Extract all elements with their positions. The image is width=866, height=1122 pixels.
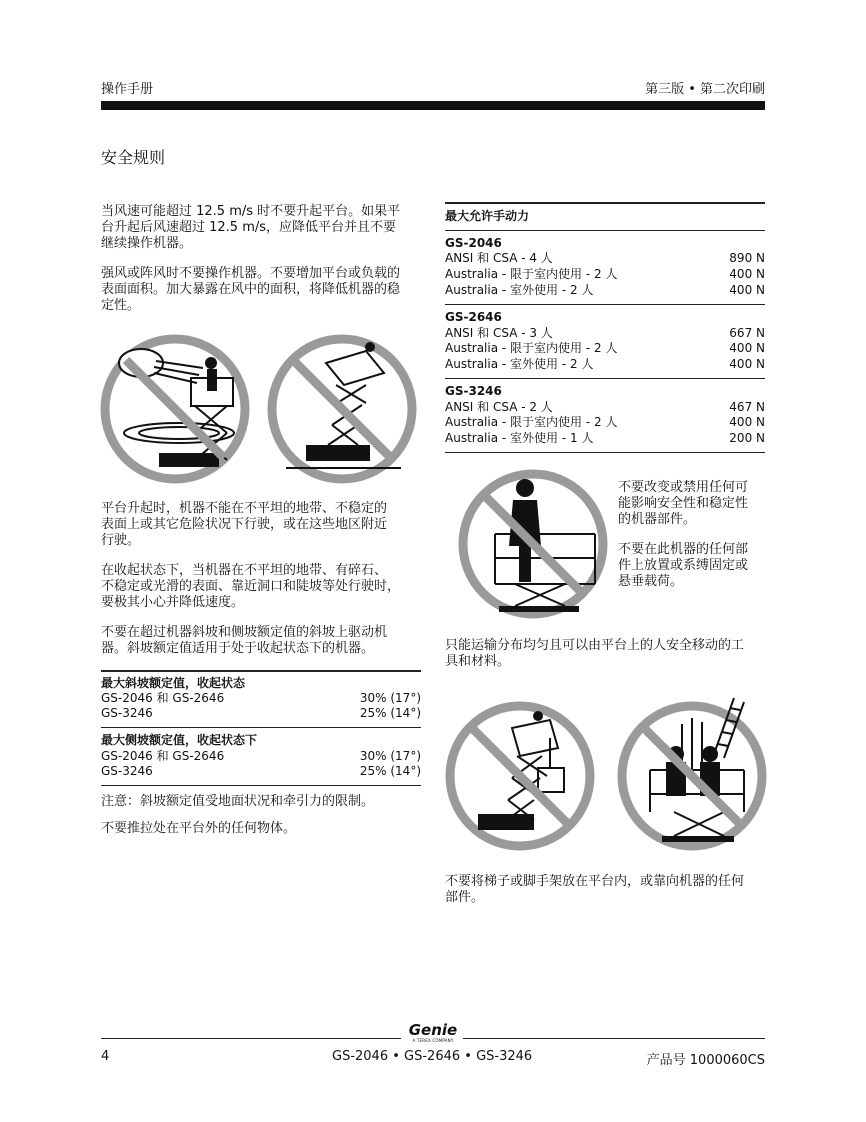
table-row [101, 764, 421, 779]
text-line: 部件。 [445, 890, 485, 905]
force-table-rule [445, 378, 765, 379]
text-line: 能影响安全性和稳定性 [618, 496, 749, 511]
text-line: 表面上或其它危险状况下行驶，或在这些地区附近 [101, 517, 388, 532]
table-row [101, 749, 421, 764]
gust-paragraph [101, 266, 421, 314]
no-hanging-load-text [618, 542, 768, 590]
row-label: ANSI 和 CSA - 3 人 [445, 326, 553, 340]
row-value: 30% (17°) [359, 691, 421, 705]
row-value: 400 N [729, 341, 765, 355]
row-label: GS-3246 [101, 706, 153, 720]
row-value: 25% (14°) [359, 764, 421, 778]
text-line: 悬垂载荷。 [618, 574, 684, 589]
logo-subtext: A TEREX COMPANY [412, 1038, 454, 1043]
logo-wordmark: Genie [408, 1021, 458, 1039]
text-line: 不稳定或光滑的表面、靠近洞口和陡坡等处行驶时， [101, 579, 401, 594]
table-title: 最大斜坡额定值，收起状态 [101, 676, 246, 690]
row-label: Australia - 限于室内使用 - 2 人 [445, 267, 618, 281]
model-name: GS-3246 [445, 384, 502, 398]
header-rule [101, 101, 765, 110]
text-line: 表面面积。加大暴露在风中的面积，将降低机器的稳 [101, 282, 401, 297]
table-row [445, 341, 765, 356]
table-row [445, 251, 765, 266]
row-value: 400 N [729, 415, 765, 429]
header-right: 第三版 • 第二次印刷 [645, 82, 765, 97]
table-row [101, 706, 421, 721]
text-line: 不要在此机器的任何部 [618, 542, 749, 557]
row-label: Australia - 限于室内使用 - 2 人 [445, 341, 618, 355]
force-table-rule [445, 230, 765, 231]
no-ladder-icon [614, 694, 769, 854]
force-table-bottom-rule [445, 452, 765, 453]
footer-models: GS-2046 • GS-2646 • GS-3246 [332, 1049, 533, 1064]
model-heading [445, 236, 765, 251]
push-pull-paragraph: 不要推拉处在平台外的任何物体。 [101, 821, 297, 836]
slope-paragraph [101, 625, 421, 657]
text-line: 继续操作机器。 [101, 236, 193, 251]
genie-logo [404, 1022, 462, 1043]
row-value: 25% (14°) [359, 706, 421, 720]
text-line: 在收起状态下，当机器在不平坦的地带、有碎石、 [101, 563, 388, 578]
page-number: 4 [101, 1049, 110, 1064]
model-heading [445, 384, 765, 399]
slope-table-title [101, 676, 421, 691]
text-line: 当风速可能超过 12.5 m/s 时不要升起平台。如果平 [101, 204, 401, 219]
text-line: 器。斜坡额定值适用于处于收起状态下的机器。 [101, 641, 375, 656]
row-label: ANSI 和 CSA - 4 人 [445, 251, 553, 265]
table-row [445, 357, 765, 372]
transport-paragraph [445, 638, 765, 670]
row-value: 30% (17°) [359, 749, 421, 763]
raised-drive-paragraph [101, 501, 421, 549]
row-label: Australia - 室外使用 - 1 人 [445, 431, 594, 445]
row-value: 400 N [729, 283, 765, 297]
no-uneven-ground-icon [266, 333, 418, 485]
text-line: 定性。 [101, 298, 141, 313]
section-title: 安全规则 [101, 148, 166, 167]
table-row [445, 415, 765, 430]
row-value: 467 N [729, 400, 765, 414]
text-line: 平台升起时，机器不能在不平坦的地带、不稳定的 [101, 501, 388, 516]
table-row [445, 326, 765, 341]
row-value: 890 N [729, 251, 765, 265]
no-hanging-load-icon [442, 698, 597, 853]
side-slope-title [101, 733, 421, 748]
no-modification-icon [455, 466, 610, 621]
text-line: 要极其小心并降低速度。 [101, 595, 245, 610]
slope-table-divider [101, 727, 421, 728]
table-row [445, 267, 765, 282]
text-line: 只能运输分布均匀且可以由平台上的人安全移动的工 [445, 638, 745, 653]
table-row [445, 431, 765, 446]
model-heading [445, 310, 765, 325]
ladder-paragraph [445, 874, 765, 906]
footer-rule-left [101, 1038, 401, 1039]
stowed-drive-paragraph [101, 563, 421, 611]
footer-rule-right [463, 1038, 765, 1039]
row-label: GS-3246 [101, 764, 153, 778]
wind-paragraph [101, 204, 421, 252]
force-table-top-rule [445, 202, 765, 204]
no-wind-operation-icon [99, 333, 251, 485]
row-label: Australia - 室外使用 - 2 人 [445, 357, 594, 371]
row-label: GS-2046 和 GS-2646 [101, 691, 225, 705]
row-label: Australia - 限于室内使用 - 2 人 [445, 415, 618, 429]
table-title: 最大允许手动力 [445, 209, 530, 223]
text-line: 件上放置或系缚固定或 [618, 558, 749, 573]
model-name: GS-2046 [445, 236, 502, 250]
text-line: 行驶。 [101, 533, 141, 548]
row-value: 400 N [729, 267, 765, 281]
text-line: 不要将梯子或脚手架放在平台内，或靠向机器的任何 [445, 874, 745, 889]
model-name: GS-2646 [445, 310, 502, 324]
row-value: 400 N [729, 357, 765, 371]
table-row [445, 283, 765, 298]
text-line: 具和材料。 [445, 654, 511, 669]
footer-part-number: 产品号 1000060CS [646, 1053, 765, 1068]
row-value: 200 N [729, 431, 765, 445]
text-line: 台升起后风速超过 12.5 m/s，应降低平台并且不要 [101, 220, 397, 235]
row-value: 667 N [729, 326, 765, 340]
table-row [445, 400, 765, 415]
no-modify-text [618, 480, 768, 528]
force-table-title [445, 209, 765, 224]
table-row [101, 691, 421, 706]
row-label: GS-2046 和 GS-2646 [101, 749, 225, 763]
row-label: ANSI 和 CSA - 2 人 [445, 400, 553, 414]
force-table-rule [445, 304, 765, 305]
row-label: Australia - 室外使用 - 2 人 [445, 283, 594, 297]
text-line: 的机器部件。 [618, 512, 697, 527]
text-line: 不要改变或禁用任何可 [618, 480, 749, 495]
table-title: 最大侧坡额定值，收起状态下 [101, 733, 258, 747]
note: 注意：斜坡额定值受地面状况和牵引力的限制。 [101, 794, 375, 809]
text-line: 不要在超过机器斜坡和侧坡额定值的斜坡上驱动机 [101, 625, 388, 640]
slope-table-bottom-rule [101, 785, 421, 786]
header-left: 操作手册 [101, 82, 154, 97]
text-line: 强风或阵风时不要操作机器。不要增加平台或负载的 [101, 266, 401, 281]
slope-table-top-rule [101, 670, 421, 672]
